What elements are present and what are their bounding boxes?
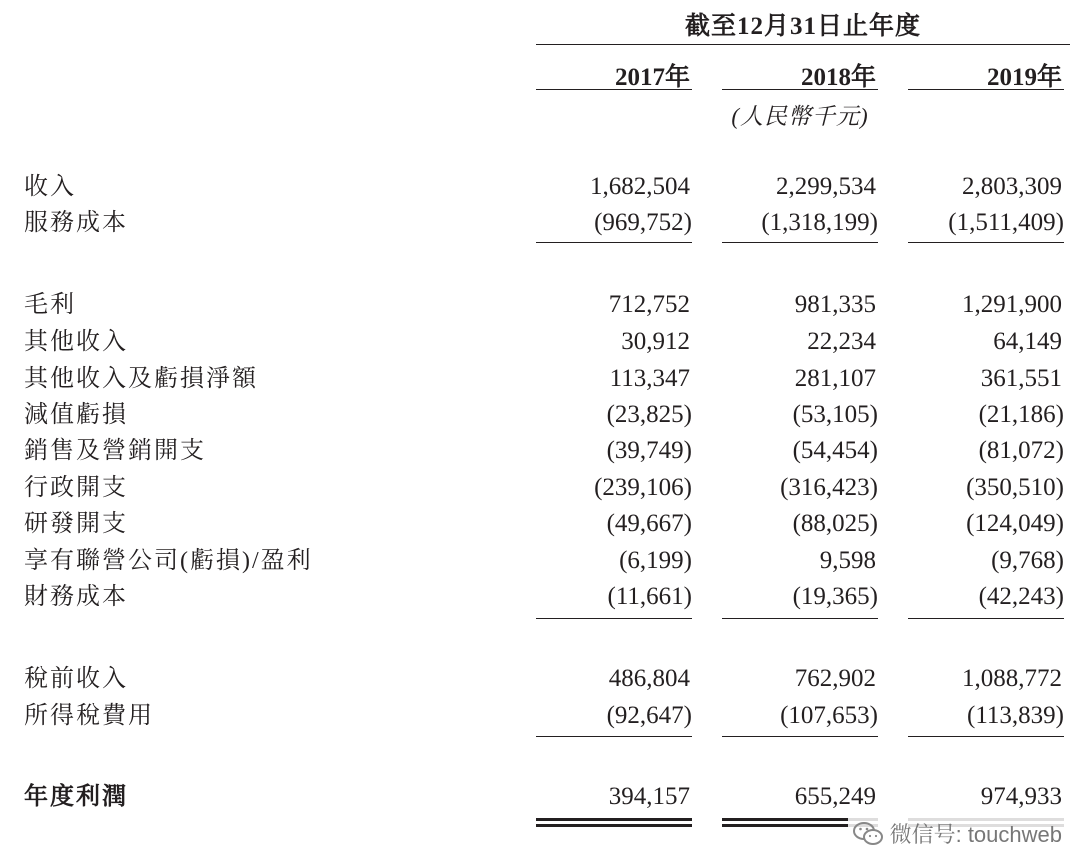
cell-gross-profit-2019: 1,291,900 [962,291,1062,318]
year-rule-2017 [536,89,692,90]
subtotal-rule-2017 [536,242,692,243]
year-2019-header: 2019年 [986,64,1062,91]
cell-selling-marketing-2017: (39,749) [606,437,692,464]
cell-other-gains-losses-2019: 361,551 [980,365,1062,392]
cell-other-income-2017: 30,912 [621,328,690,355]
row-label-profit-before-tax: 稅前收入 [24,666,128,692]
watermark [848,816,1066,851]
cell-income-tax-2019: (113,839) [967,702,1064,729]
watermark-text: 微信号: touchweb [889,822,1062,847]
cell-cost-of-services-2018: (1,318,199) [761,209,878,236]
cell-revenue-2017: 1,682,504 [590,173,690,200]
cell-cost-of-services-2017: (969,752) [594,209,692,236]
subtotal-rule-2018 [722,242,878,243]
row-label-selling-marketing: 銷售及營銷開支 [24,438,206,464]
subtotal-rule-2018 [722,618,878,619]
row-label-impairment-losses: 減值虧損 [24,402,128,428]
period-header: 截至12月31日止年度 [684,13,921,40]
row-label-share-of-associates: 享有聯營公司(虧損)/盈利 [24,548,313,574]
row-label-other-gains-losses: 其他收入及虧損淨額 [24,366,258,392]
cell-other-gains-losses-2017: 113,347 [609,365,690,392]
wechat-icon [852,821,884,847]
row-label-revenue: 收入 [24,174,76,200]
cell-selling-marketing-2018: (54,454) [792,437,878,464]
cell-profit-before-tax-2019: 1,088,772 [962,665,1062,692]
subtotal-rule-2019 [908,618,1064,619]
cell-profit-for-year-2017: 394,157 [608,783,690,810]
cell-revenue-2019: 2,803,309 [962,173,1062,200]
year-2017-header: 2017年 [614,64,690,91]
cell-share-of-associates-2017: (6,199) [619,547,692,574]
total-double-rule-2017 [536,818,692,827]
cell-share-of-associates-2019: (9,768) [991,547,1064,574]
subtotal-rule-2018 [722,736,878,737]
row-label-cost-of-services: 服務成本 [24,210,128,236]
row-label-finance-costs: 財務成本 [24,584,128,610]
cell-revenue-2018: 2,299,534 [776,173,876,200]
cell-gross-profit-2018: 981,335 [794,291,876,318]
cell-cost-of-services-2019: (1,511,409) [948,209,1064,236]
row-label-profit-for-year: 年度利潤 [24,784,128,810]
cell-gross-profit-2017: 712,752 [608,291,690,318]
cell-research-development-2018: (88,025) [792,510,878,537]
cell-finance-costs-2017: (11,661) [607,583,692,610]
cell-impairment-losses-2017: (23,825) [606,401,692,428]
cell-profit-before-tax-2017: 486,804 [608,665,690,692]
subtotal-rule-2019 [908,736,1064,737]
cell-other-income-2018: 22,234 [807,328,876,355]
cell-administrative-2018: (316,423) [780,474,878,501]
cell-research-development-2017: (49,667) [606,510,692,537]
subtotal-rule-2017 [536,736,692,737]
cell-administrative-2019: (350,510) [966,474,1064,501]
row-label-research-development: 研發開支 [24,511,128,537]
year-rule-2019 [908,89,1064,90]
year-rule-2018 [722,89,878,90]
period-rule [536,44,1070,45]
year-2018-header: 2018年 [800,64,876,91]
cell-profit-before-tax-2018: 762,902 [794,665,876,692]
cell-finance-costs-2019: (42,243) [978,583,1064,610]
cell-income-tax-2018: (107,653) [780,702,878,729]
cell-impairment-losses-2018: (53,105) [792,401,878,428]
cell-impairment-losses-2019: (21,186) [978,401,1064,428]
currency-unit: (人民幣千元) [731,104,869,129]
cell-finance-costs-2018: (19,365) [792,583,878,610]
subtotal-rule-2019 [908,242,1064,243]
cell-administrative-2017: (239,106) [594,474,692,501]
cell-other-gains-losses-2018: 281,107 [794,365,876,392]
row-label-other-income: 其他收入 [24,329,128,355]
row-label-gross-profit: 毛利 [24,292,76,318]
cell-profit-for-year-2018: 655,249 [794,783,876,810]
cell-share-of-associates-2018: 9,598 [819,547,876,574]
cell-other-income-2019: 64,149 [993,328,1062,355]
subtotal-rule-2017 [536,618,692,619]
cell-selling-marketing-2019: (81,072) [978,437,1064,464]
cell-profit-for-year-2019: 974,933 [980,783,1062,810]
row-label-income-tax: 所得稅費用 [24,703,154,729]
row-label-administrative: 行政開支 [24,475,128,501]
cell-income-tax-2017: (92,647) [606,702,692,729]
cell-research-development-2019: (124,049) [966,510,1064,537]
